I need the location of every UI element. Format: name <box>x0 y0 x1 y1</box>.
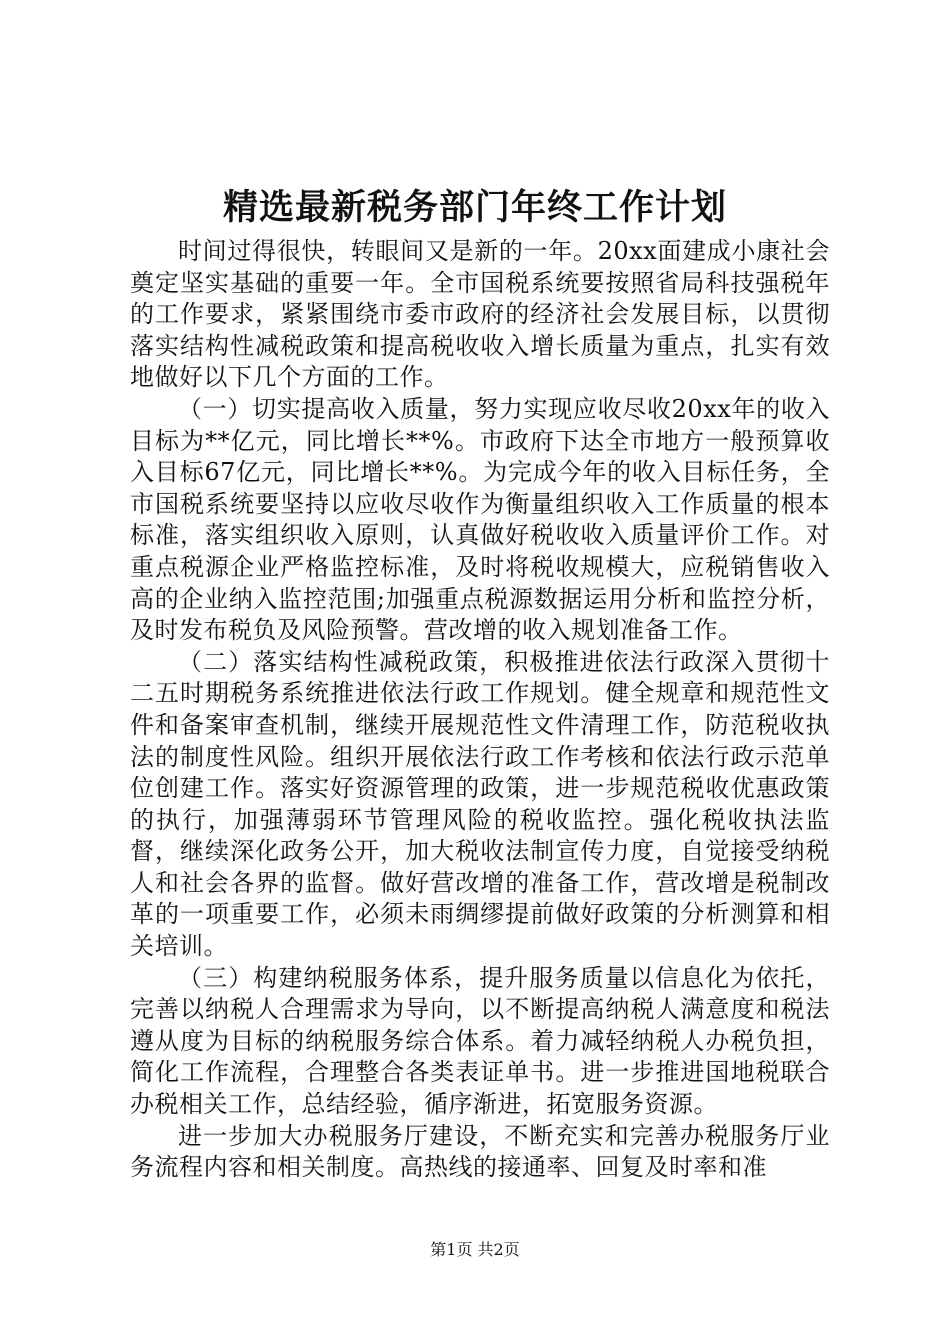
paragraph-section-2: （二）落实结构性减税政策，积极推进依法行政深入贯彻十二五时期税务系统推进依法行政工作规划。健全规章和规范性文件和备案审查机制，继续开展规范性文件清理工作，防范税收执法的制度性风险。组织开展依法行政工作考核和依法行政示范单位创建工作。落实好资源管理的政策，进一步规范税收优惠政策的执行，加强薄弱环节管理风险的税收监控。强化税收执法监督，继续深化政务公开，加大税收法制宣传力度，自觉接受纳税人和社会各界的监督。做好营改增的准备工作，营改增是税制改革的一项重要工作，必须未雨绸缪提前做好政策的分析测算和相关培训。 <box>130 647 830 961</box>
paragraph-section-3: （三）构建纳税服务体系，提升服务质量以信息化为依托，完善以纳税人合理需求为导向，以不断提高纳税人满意度和税法遵从度为目标的纳税服务综合体系。着力减轻纳税人办税负担，简化工作流程，合理整合各类表证单书。进一步推进国地税联合办税相关工作，总结经验，循序渐进，拓宽服务资源。 <box>130 963 830 1119</box>
paragraph-service-hall: 进一步加大办税服务厅建设，不断充实和完善办税服务厅业务流程内容和相关制度。高热线的接通率、回复及时率和准 <box>130 1121 830 1182</box>
paragraph-intro: 时间过得很快，转眼间又是新的一年。20xx面建成小康社会奠定坚实基础的重要一年。全市国税系统要按照省局科技强税年的工作要求，紧紧围绕市委市政府的经济社会发展目标，以贯彻落实结构性减税政策和提高税收收入增长质量为重点，扎实有效地做好以下几个方面的工作。 <box>130 237 830 392</box>
page-number-footer: 第1页 共2页 <box>430 1240 520 1259</box>
paragraph-section-1: （一）切实提高收入质量，努力实现应收尽收20xx年的收入目标为**亿元，同比增长**%。市政府下达全市地方一般预算收入目标67亿元，同比增长**%。为完成今年的收入目标任务，全市国税系统要坚持以应收尽收作为衡量组织收入工作质量的根本标准，落实组织收入原则，认真做好税收收入质量评价工作。对重点税源企业严格监控标准，及时将税收规模大，应税销售收入高的企业纳入监控范围;加强重点税源数据运用分析和监控分析，及时发布税负及风险预警。营改增的收入规划准备工作。 <box>130 394 830 645</box>
document-body <box>130 236 830 1184</box>
document-title: 精选最新税务部门年终工作计划 <box>222 187 727 228</box>
